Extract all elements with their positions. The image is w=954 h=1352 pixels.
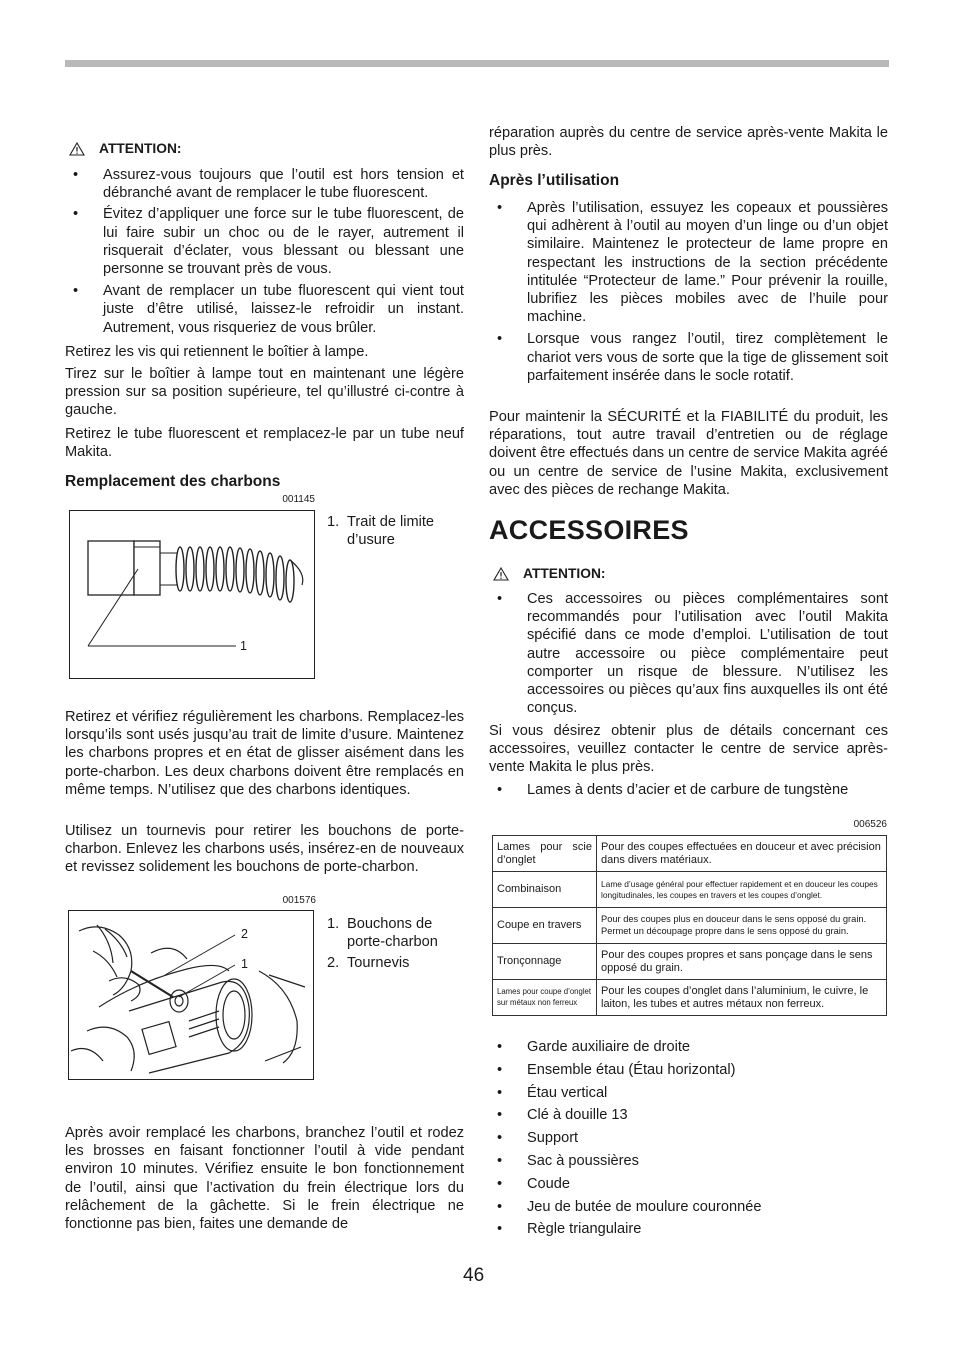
- list-item: • Après l’utilisation, essuyez les copeaux et poussières qui adhèrent à l’outil au moyen d’un linge ou d’un objet similaire. Maintenez le protecteur de lame propre en respectant les instructions de la section précédente intitulée “Protecteur de lame.” Pour prévenir la rouille, lubrifiez les pièces mobiles avec de l’huile pour machine.: [497, 200, 888, 326]
- table-cell: Lames pour scie d’onglet: [493, 836, 597, 872]
- list-item: • Ensemble étau (Étau horizontal): [497, 1061, 736, 1078]
- table-cell: Pour les coupes d’onglet dans l’aluminium, le cuivre, le laiton, les tubes et autres métaux non ferreux.: [597, 980, 887, 1016]
- paragraph: Pour maintenir la SÉCURITÉ et la FIABILITÉ du produit, les réparations, tout autre travail d’entretien ou de réglage doivent être effectués dans un centre de service Makita agréé ou un centre de service de l’usine Makita, exclusivement avec des pièces de rechange Makita.: [489, 409, 888, 498]
- figure-code: 001576: [282, 895, 316, 906]
- figure-brush-cap-removal: [68, 910, 314, 1080]
- list-item: • Clé à douille 13: [497, 1107, 628, 1124]
- list-item: • Jeu de butée de moulure couronnée: [497, 1198, 762, 1215]
- callout-2: 2: [241, 927, 248, 941]
- paragraph: Retirez et vérifiez régulièrement les charbons. Remplacez-les lorsqu’ils sont usés jusqu’au trait de limite d’usure. Maintenez les charbons propres et en état de glisser aisément dans les porte-charbon. Les deux charbons doivent être remplacés en même temps. N’utilisez que des charbons identiques.: [65, 709, 464, 798]
- carbon-brush-illustration: [70, 511, 313, 677]
- warning-icon: [493, 567, 509, 581]
- accessory-list: [489, 1038, 888, 1239]
- list-item: • Support: [497, 1130, 579, 1147]
- list-item: • Lames à dents d’acier et de carbure de tungstène: [497, 782, 849, 798]
- page-number: 46: [463, 1265, 485, 1286]
- paragraph: Si vous désirez obtenir plus de détails concernant ces accessoires, veuillez contacter le centre de service après-vente Makita le plus près.: [489, 723, 888, 776]
- list-item: • Ces accessoires ou pièces complémentaires sont recommandés pour l’utilisation avec l’outil Makita spécifié dans ce mode d’emploi. L’utilisation de tout autre accessoire ou pièce complémentaire peut comporter un risque de blessure. N’utilisez les accessoires ou pièces qu’aux fins auxquelles ils ont été conçus.: [497, 591, 888, 717]
- table-row: [493, 836, 887, 872]
- table-cell: Coupe en travers: [493, 908, 597, 944]
- table-row: [493, 872, 887, 908]
- page-title: ACCESSOIRES: [489, 515, 689, 545]
- paragraph: Tirez sur le boîtier à lampe tout en maintenant une légère pression sur sa position supérieure, tel qu’illustré ci-contre à gauche.: [65, 366, 464, 419]
- table-cell: Pour des coupes effectuées en douceur et avec précision dans divers matériaux.: [597, 836, 887, 872]
- table-cell: Combinaison: [493, 872, 597, 908]
- attention-heading: [65, 141, 182, 156]
- lames-list: [489, 781, 888, 799]
- table-cell: Lame d’usage général pour effectuer rapidement et en douceur les coupes longitudinales, les coupes en travers et les coupes d’onglet.: [597, 872, 887, 908]
- list-item: • Sac à poussières: [497, 1152, 639, 1169]
- list-item: • Coude: [497, 1175, 571, 1192]
- apres-list: [489, 199, 888, 385]
- paragraph: Après avoir remplacé les charbons, branchez l’outil et rodez les brosses en faisant fonctionner l’outil à vide pendant environ 10 minutes. Vérifiez ensuite le bon fonctionnement de l’outil, ainsi que l’activation du frein électrique lors du relâchement de la gâchette. Si le frein électrique ne fonctionne pas bien, faites une demande de: [65, 1125, 464, 1233]
- section-heading: Remplacement des charbons: [65, 473, 281, 490]
- list-item: • Avant de remplacer un tube fluorescent qui vient tout juste d’être utilisé, laissez-le refroidir un instant. Autrement, vous risqueriez de vous brûler.: [73, 283, 464, 336]
- list-item: • Assurez-vous toujours que l’outil est hors tension et débranché avant de remplacer le tube fluorescent.: [73, 167, 464, 202]
- list-item: • Étau vertical: [497, 1084, 608, 1101]
- paragraph: Retirez le tube fluorescent et remplacez-le par un tube neuf Makita.: [65, 426, 464, 461]
- paragraph: Utilisez un tournevis pour retirer les bouchons de porte-charbon. Enlevez les charbons usés, insérez-en de nouveaux et revissez solidement les bouchons de porte-charbon.: [65, 823, 464, 876]
- table-row: [493, 980, 887, 1016]
- paragraph: Retirez les vis qui retiennent le boîtier à lampe.: [65, 344, 369, 360]
- list-item: • Garde auxiliaire de droite: [497, 1039, 691, 1055]
- blades-table: [492, 835, 887, 1016]
- section-heading: Après l’utilisation: [489, 172, 620, 189]
- attention-label: ATTENTION:: [99, 141, 182, 156]
- callout-1: 1: [241, 957, 248, 971]
- attention-list: [489, 590, 888, 717]
- paragraph: réparation auprès du centre de service après-vente Makita le plus près.: [489, 125, 888, 160]
- figure-caption: 1. Bouchons de porte-charbon 2. Tournevis: [327, 916, 438, 972]
- table-cell: Pour des coupes propres et sans ponçage dans le sens opposé du grain.: [597, 944, 887, 980]
- brush-cap-illustration: [69, 911, 312, 1078]
- attention-heading: [489, 566, 606, 581]
- attention-list: [65, 166, 464, 337]
- table-row: [493, 908, 887, 944]
- figure-code: 001145: [282, 494, 315, 505]
- table-row: [493, 944, 887, 980]
- figure-carbon-brush: [69, 510, 315, 679]
- warning-icon: [69, 142, 85, 156]
- table-cell: Lames pour coupe d’onglet sur métaux non ferreux: [493, 980, 597, 1016]
- table-cell: Tronçonnage: [493, 944, 597, 980]
- table-code: 006526: [853, 819, 887, 830]
- callout-1: 1: [240, 639, 247, 653]
- header-rule: [65, 60, 889, 67]
- list-item: • Évitez d’appliquer une force sur le tube fluorescent, de lui faire subir un choc ou de le rayer, autrement il risquerait d’éclater, vous blessant ou blessant une personne se trouvant près de vous.: [73, 206, 464, 278]
- list-item: • Règle triangulaire: [497, 1221, 642, 1238]
- attention-label: ATTENTION:: [523, 566, 606, 581]
- list-item: • Lorsque vous rangez l’outil, tirez complètement le chariot vers vous de sorte que la tige de glissement soit parfaitement insérée dans le socle rotatif.: [497, 331, 888, 384]
- figure-caption: 1. Trait de limite d’usure: [327, 514, 435, 549]
- table-cell: Pour des coupes plus en douceur dans le sens opposé du grain. Permet un découpage propre dans le sens opposé du grain.: [597, 908, 887, 944]
